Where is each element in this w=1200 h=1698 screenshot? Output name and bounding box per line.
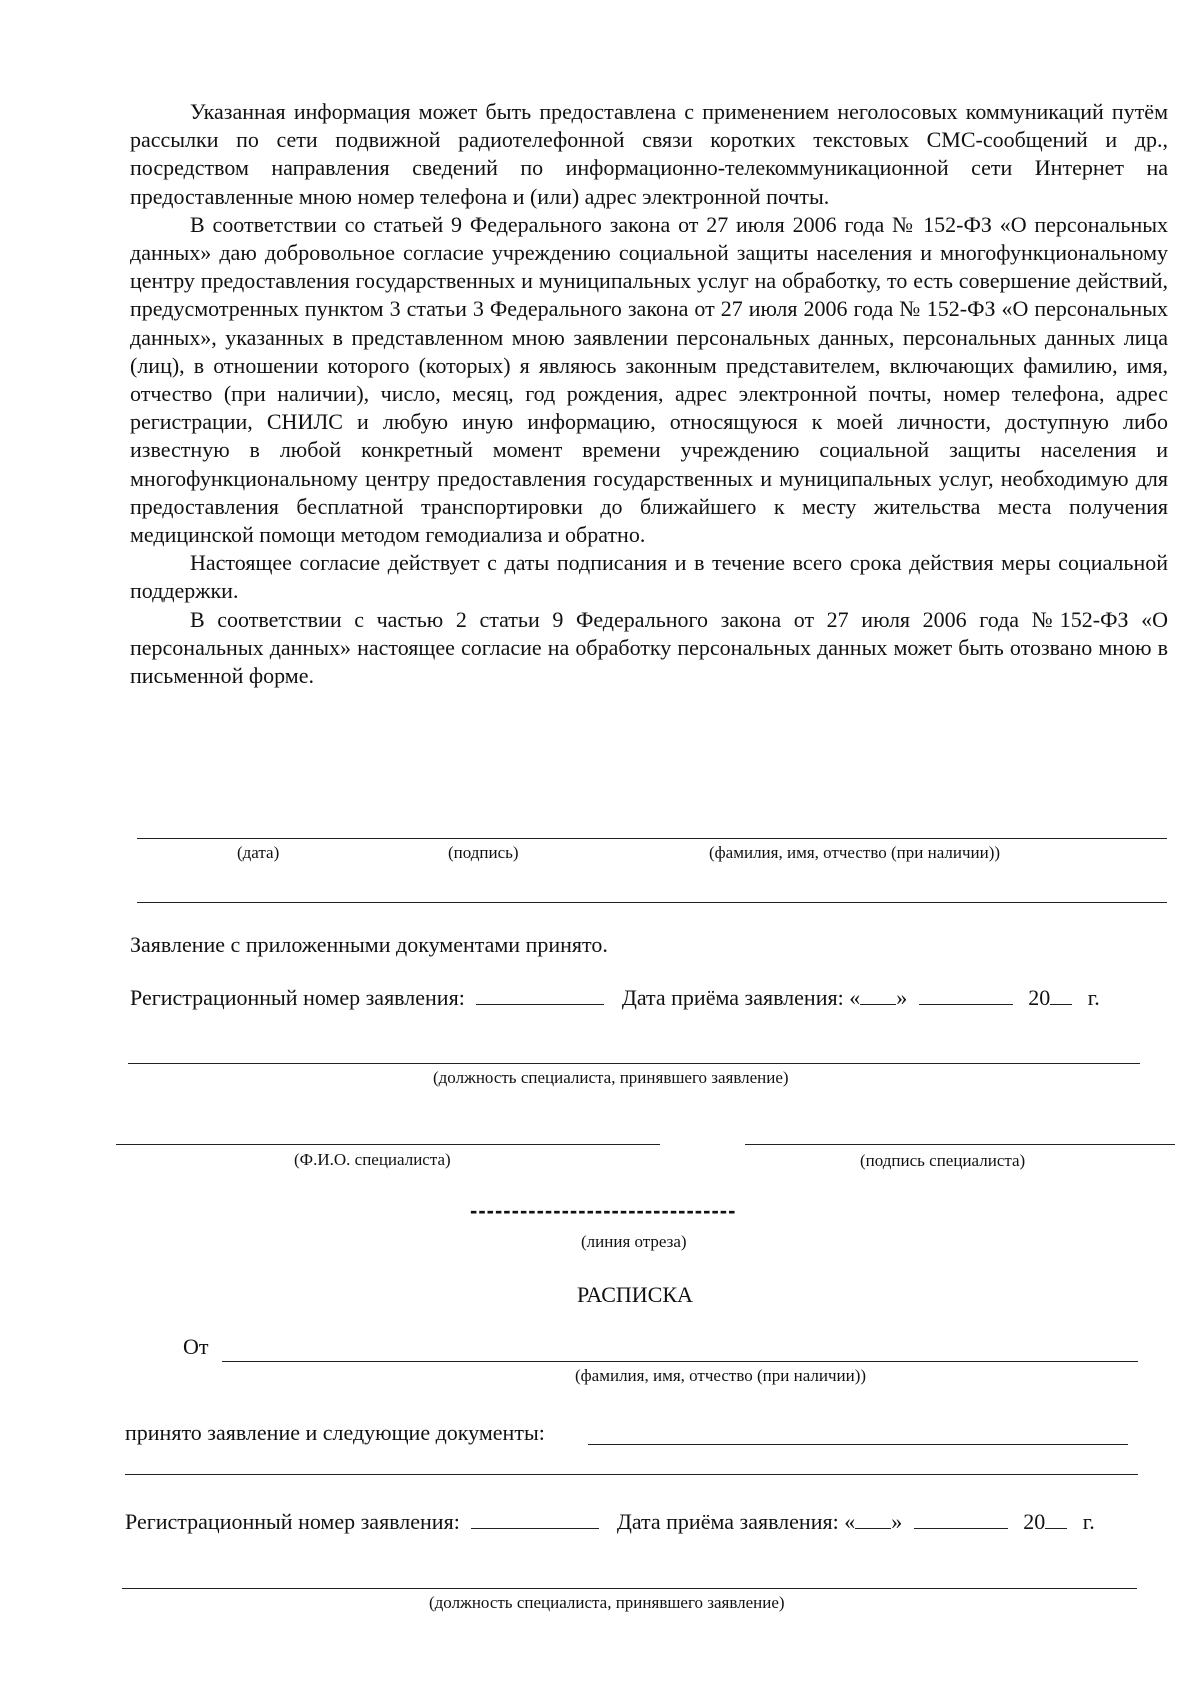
receipt-position-caption: (должность специалиста, принявшего заявление) — [429, 1593, 785, 1612]
month-field[interactable] — [919, 986, 1013, 1005]
receipt-month-field[interactable] — [914, 1510, 1008, 1529]
paragraph-revocation: В соответствии с частью 2 статьи 9 Федерального закона от 27 июля 2006 года №152-ФЗ «О персональных данных» настоящее согласие на обработку персональных данных может быть отозвано мною в письменной форме. — [130, 606, 1168, 689]
position-line — [128, 1063, 1140, 1064]
receipt-position-line — [122, 1588, 1137, 1589]
from-line — [222, 1361, 1138, 1362]
from-label: От — [183, 1334, 209, 1359]
specialist-signature-caption: (подпись специалиста) — [860, 1151, 1026, 1170]
cut-line: -------------------------------- — [470, 1198, 737, 1223]
signature-second-line — [137, 902, 1167, 903]
signature-caption: (подпись) — [448, 843, 519, 862]
receipt-year-suffix: г. — [1082, 1509, 1095, 1534]
full-name-caption: (фамилия, имя, отчество (при наличии)) — [709, 843, 1001, 862]
receipt-reg-number-field[interactable] — [471, 1510, 599, 1529]
specialist-name-caption: (Ф.И.О. специалиста) — [294, 1150, 451, 1169]
cut-line-caption: (линия отреза) — [581, 1232, 687, 1251]
paragraph-consent: В соответствии со статьей 9 Федерального закона от 27 июля 2006 года № 152-ФЗ «О персональных данных» даю добровольное согласие учреждению социальной защиты населения и многофункциональному центру предоставления государственных и муниципальных услуг на обработку, то есть совершение действий, предусмотренных пунктом 3 статьи 3 Федерального закона от 27 июля 2006 года № 152-ФЗ «О персональных данных», указанных в представленном мною заявлении персональных данных, персональных данных лица (лиц), в отношении которого (которых) я являюсь законным представителем, включающих фамилию, имя, отчество (при наличии), число, месяц, год рождения, адрес электронной почты, номер телефона, адрес регистрации, СНИЛС и любую иную информацию, относящуюся к моей личности, доступную либо известную в любой конкретный момент времени учреждению социальной защиты населения и многофункциональному центру предоставления государственных и муниципальных услуг, необходимую для предоставления бесплатной транспортировки до ближайшего к месту жительства места получения медицинской помощи методом гемодиализа и обратно. — [130, 211, 1168, 548]
receipt-year-field[interactable] — [1045, 1510, 1067, 1529]
year-field[interactable] — [1050, 986, 1072, 1005]
date-label: Дата приёма заявления: — [621, 985, 844, 1010]
documents-label: принято заявление и следующие документы: — [125, 1420, 545, 1445]
quote-close: » — [896, 985, 908, 1010]
from-caption: (фамилия, имя, отчество (при наличии)) — [575, 1366, 867, 1385]
documents-second-line — [125, 1474, 1138, 1475]
consent-text — [130, 98, 1168, 690]
year-prefix: 20 — [1028, 985, 1051, 1010]
specialist-name-line — [116, 1144, 660, 1145]
reg-number-field[interactable] — [476, 986, 604, 1005]
quote-open: « — [849, 985, 861, 1010]
receipt-registration-row — [125, 1509, 1095, 1535]
reg-number-label: Регистрационный номер заявления: — [130, 985, 465, 1010]
paragraph-notification: Указанная информация может быть предоставлена с применением неголосовых коммуникаций путём рассылки по сети подвижной радиотелефонной связи коротких текстовых СМС-сообщений и др., посредством направления сведений по информационно-телекоммуникационной сети Интернет на предоставленные мною номер телефона и (или) адрес электронной почты. — [130, 99, 1168, 209]
position-caption: (должность специалиста, принявшего заявление) — [433, 1068, 789, 1087]
year-suffix: г. — [1087, 985, 1100, 1010]
receipt-title: РАСПИСКА — [577, 1282, 693, 1307]
acceptance-statement: Заявление с приложенными документами принято. — [130, 932, 608, 957]
receipt-day-field[interactable] — [855, 1510, 891, 1529]
receipt-reg-number-label: Регистрационный номер заявления: — [125, 1509, 460, 1534]
receipt-date-label: Дата приёма заявления: — [616, 1509, 839, 1534]
signature-line — [137, 838, 1167, 839]
acceptance-registration-row — [130, 985, 1100, 1011]
date-caption: (дата) — [237, 843, 280, 862]
receipt-year-prefix: 20 — [1023, 1509, 1046, 1534]
receipt-quote-close: » — [891, 1509, 903, 1534]
day-field[interactable] — [860, 986, 896, 1005]
receipt-quote-open: « — [844, 1509, 856, 1534]
specialist-signature-line — [745, 1144, 1175, 1145]
documents-line — [588, 1444, 1128, 1445]
paragraph-validity: Настоящее согласие действует с даты подписания и в течение всего срока действия меры социальной поддержки. — [130, 550, 1168, 604]
